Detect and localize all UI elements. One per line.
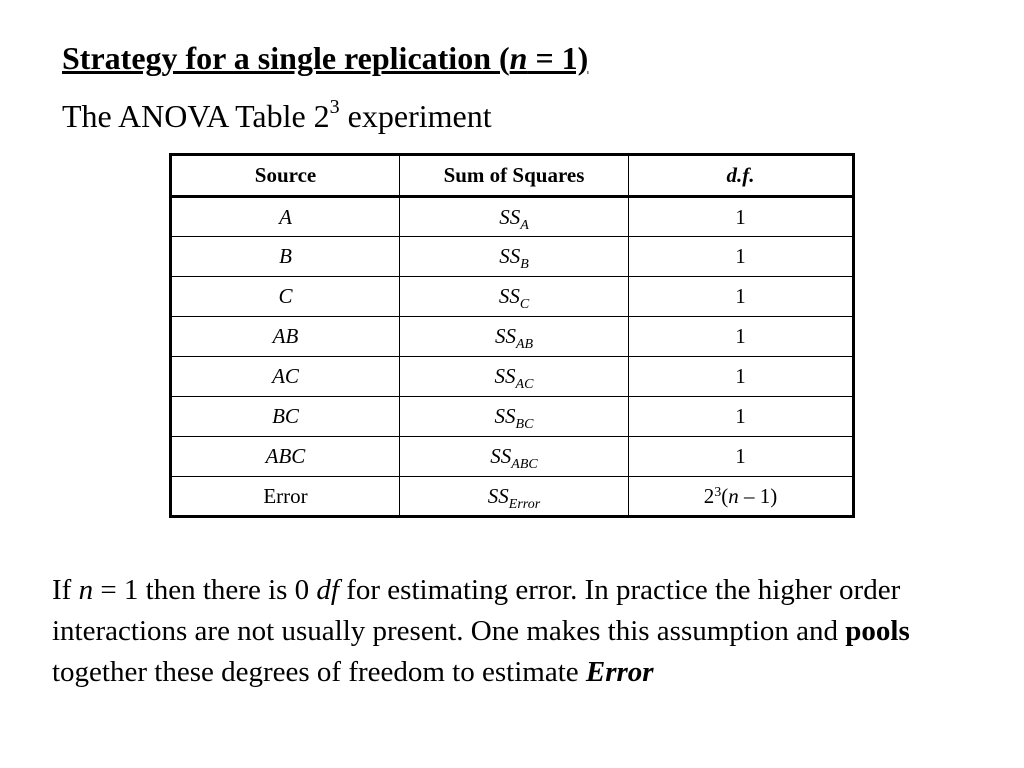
header-sum-of-squares: Sum of Squares bbox=[400, 155, 629, 197]
ss-sub: BC bbox=[515, 417, 534, 432]
ss-base: SS bbox=[490, 444, 512, 468]
cell-df: 1 bbox=[629, 197, 854, 237]
para-text-2: = 1 then there is 0 bbox=[93, 574, 317, 606]
ss-base: SS bbox=[494, 404, 516, 428]
subtitle-text: The ANOVA Table 2 bbox=[62, 98, 330, 134]
ss-base: SS bbox=[498, 284, 520, 308]
df-n: n bbox=[728, 483, 739, 508]
table-row bbox=[171, 237, 854, 277]
page-title bbox=[62, 38, 588, 78]
subtitle-text-end: experiment bbox=[339, 98, 492, 134]
ss-base: SS bbox=[494, 364, 516, 388]
df-base: 2 bbox=[703, 483, 715, 508]
ss-base: SS bbox=[487, 483, 509, 508]
cell-df: 1 bbox=[629, 277, 854, 317]
table-header-row bbox=[171, 155, 854, 197]
cell-ss bbox=[400, 317, 629, 357]
table-row bbox=[171, 317, 854, 357]
cell-source: A bbox=[171, 197, 400, 237]
ss-sub: AB bbox=[515, 337, 534, 352]
para-pools: pools bbox=[845, 615, 910, 647]
cell-source: B bbox=[171, 237, 400, 277]
header-source: Source bbox=[171, 155, 400, 197]
cell-ss bbox=[400, 197, 629, 237]
ss-base: SS bbox=[499, 244, 521, 268]
para-text-4: together these degrees of freedom to estimate bbox=[52, 656, 586, 688]
cell-source: BC bbox=[171, 397, 400, 437]
cell-source: AC bbox=[171, 357, 400, 397]
ss-base: SS bbox=[499, 204, 521, 229]
table-row bbox=[171, 397, 854, 437]
table-row bbox=[171, 437, 854, 477]
ss-sub: B bbox=[520, 257, 529, 272]
cell-df: 1 bbox=[629, 357, 854, 397]
cell-df: 1 bbox=[629, 237, 854, 277]
table-row bbox=[171, 197, 854, 237]
para-text-1: If bbox=[52, 574, 79, 606]
ss-base: SS bbox=[494, 324, 516, 348]
cell-ss bbox=[400, 237, 629, 277]
page-subtitle bbox=[62, 96, 492, 136]
para-df: df bbox=[316, 574, 339, 606]
para-error: Error bbox=[585, 656, 654, 688]
title-text-end: = 1) bbox=[527, 40, 589, 76]
para-n: n bbox=[78, 574, 94, 606]
cell-ss bbox=[400, 437, 629, 477]
cell-ss bbox=[400, 357, 629, 397]
anova-table bbox=[169, 153, 855, 518]
ss-sub: C bbox=[519, 297, 530, 312]
df-open: ( bbox=[721, 483, 729, 508]
ss-sub: Error bbox=[508, 496, 541, 512]
ss-sub: AC bbox=[515, 377, 534, 392]
cell-df bbox=[629, 477, 854, 517]
cell-source: ABC bbox=[171, 437, 400, 477]
cell-ss bbox=[400, 277, 629, 317]
explanation-paragraph bbox=[52, 570, 952, 693]
cell-source: Error bbox=[171, 477, 400, 517]
cell-ss bbox=[400, 477, 629, 517]
cell-ss bbox=[400, 397, 629, 437]
ss-sub: ABC bbox=[511, 457, 538, 472]
table-row bbox=[171, 277, 854, 317]
cell-df: 1 bbox=[629, 397, 854, 437]
cell-df: 1 bbox=[629, 317, 854, 357]
header-df: d.f. bbox=[629, 155, 854, 197]
cell-df: 1 bbox=[629, 437, 854, 477]
ss-sub: A bbox=[520, 217, 529, 233]
cell-source: C bbox=[171, 277, 400, 317]
cell-source: AB bbox=[171, 317, 400, 357]
para-text-3: for estimating error. In practice the higher order interactions are not usually present. One makes this assumption and bbox=[52, 574, 901, 647]
df-rest: – 1) bbox=[738, 483, 778, 508]
table-row-error bbox=[171, 477, 854, 517]
table-row bbox=[171, 357, 854, 397]
subtitle-exponent: 3 bbox=[329, 96, 340, 119]
df-exponent: 3 bbox=[714, 484, 722, 500]
title-n: n bbox=[509, 40, 528, 76]
title-text: Strategy for a single replication ( bbox=[62, 40, 510, 76]
